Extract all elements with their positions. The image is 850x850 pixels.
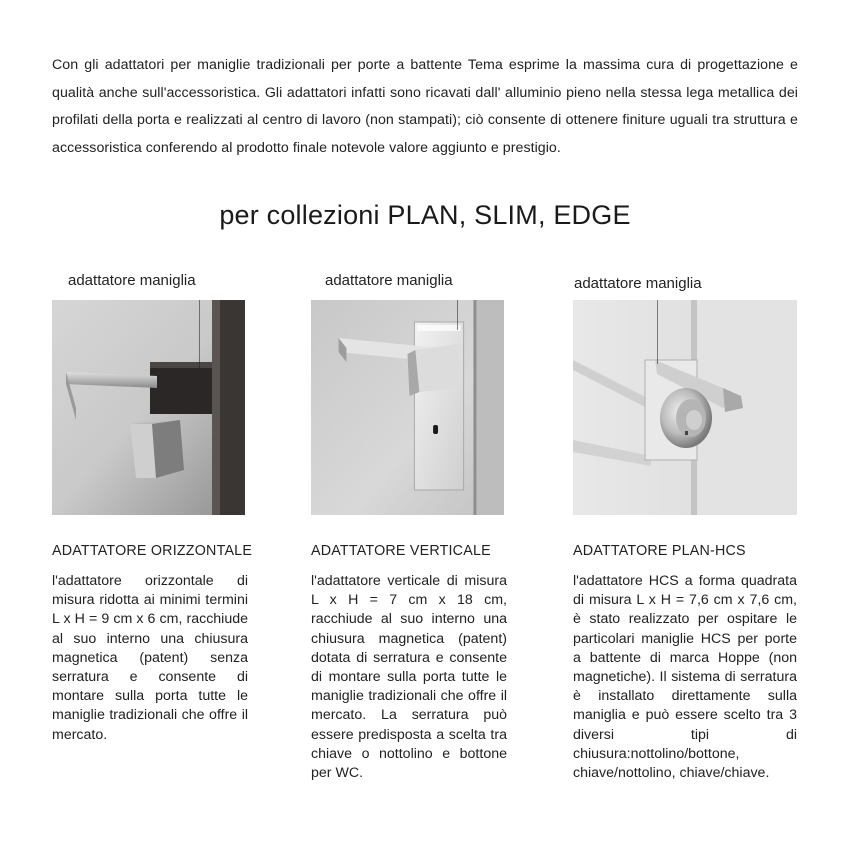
product-description: l'adattatore verticale di misura L x H = 7 cm x 18 cm, racchiude al suo interno una chiusura magnetica (patent) dotata di serratura e consente di montare sulla porta tutte le maniglie tradizionali che offre il mercato. La serratura può essere predisposta a scelta tra chiave o nottolino e bottone per WC. [311, 573, 507, 782]
callout-line [199, 300, 200, 370]
product-plan-hcs-adapter [573, 270, 797, 783]
callout-label: adattatore maniglia [68, 272, 196, 289]
callout-label: adattatore maniglia [325, 272, 453, 289]
product-title: ADATTATORE ORIZZONTALE [52, 543, 253, 559]
vertical-adapter-photo [311, 300, 504, 515]
callout-line [657, 300, 658, 364]
product-horizontal-adapter [52, 270, 253, 745]
product-description: l'adattatore HCS a forma quadrata di misura L x H = 7,6 cm x 7,6 cm, è stato realizzato per ospitare le particolari maniglie HCS per porte a battente di marca Hoppe (non magnetiche). Il sistema di serratura è installato direttamente sulla maniglia e può essere scelto tra 3 diversi tipi di chiusura:nottolino/bottone, chiave/nottolino, chiave/chiave. [573, 573, 797, 782]
horizontal-adapter-photo [52, 300, 245, 515]
plan-hcs-adapter-photo [573, 300, 797, 515]
intro-paragraph: Con gli adattatori per maniglie tradizionali per porte a battente Tema esprime la massima cura di progettazione e qualità anche sull'accessoristica. Gli adattatori infatti sono ricavati dall' alluminio pieno nella stessa lega metallica dei profilati della porta e realizzati al centro di lavoro (non stampati); ciò consente di ottenere finiture uguali tra struttura e accessoristica conferendo al prodotto finale notevole valore aggiunto e prestigio. [52, 57, 798, 156]
product-description: l'adattatore orizzontale di misura ridotta ai minimi termini L x H = 9 cm x 6 cm, racchiude al suo interno una chiusura magnetica (patent) senza serratura e consente di montare sulla porta tutte le maniglie tradizionali che offre il mercato. [52, 573, 248, 743]
callout-line [457, 300, 458, 330]
product-vertical-adapter [311, 270, 507, 783]
callout-label: adattatore maniglia [574, 275, 702, 292]
product-title: ADATTATORE PLAN-HCS [573, 543, 746, 559]
collections-heading: per collezioni PLAN, SLIM, EDGE [219, 200, 631, 230]
product-title: ADATTATORE VERTICALE [311, 543, 491, 559]
